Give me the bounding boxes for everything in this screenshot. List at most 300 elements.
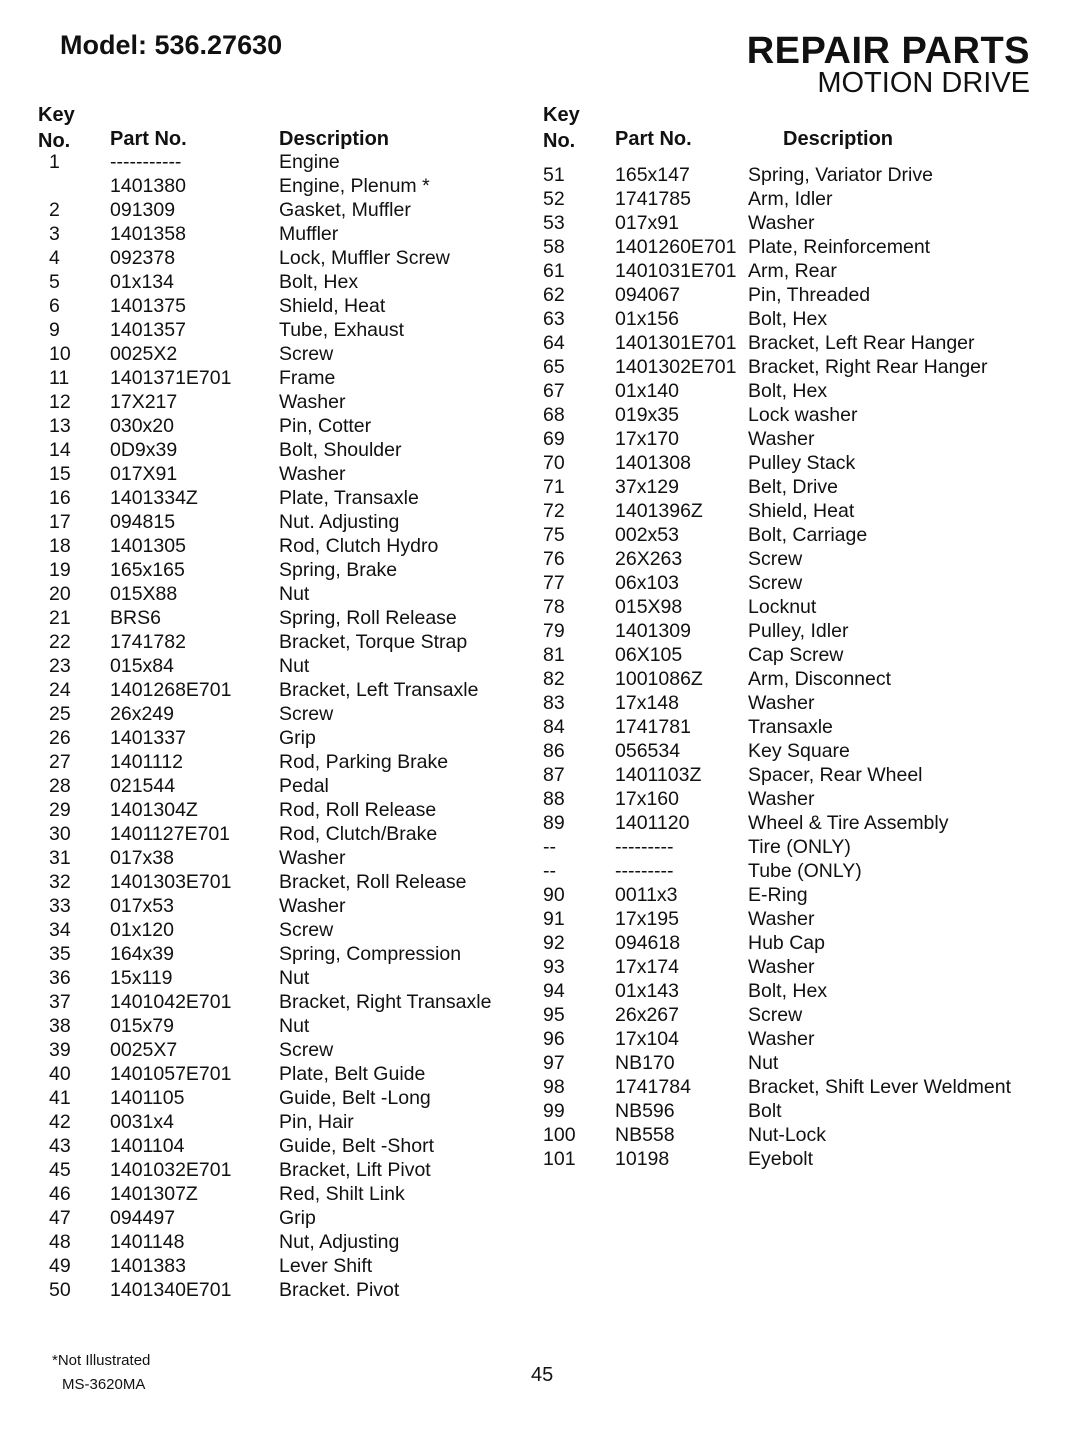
key-number: 47 xyxy=(49,1207,71,1229)
key-number: 99 xyxy=(543,1100,565,1122)
part-number: 1401120 xyxy=(615,812,690,834)
key-number: 97 xyxy=(543,1052,565,1074)
parts-row xyxy=(38,438,491,462)
parts-row xyxy=(543,643,1011,667)
parts-row xyxy=(543,859,1011,883)
key-number: 45 xyxy=(49,1159,71,1181)
key-number: 79 xyxy=(543,620,565,642)
part-description: Bolt, Shoulder xyxy=(279,439,402,461)
part-number: 1401057E701 xyxy=(110,1063,232,1085)
part-description: Bolt, Hex xyxy=(748,380,828,402)
part-number: 17X217 xyxy=(110,391,178,413)
key-number: 94 xyxy=(543,980,565,1002)
key-number: 12 xyxy=(49,391,71,413)
parts-row xyxy=(38,990,491,1014)
key-number: 75 xyxy=(543,524,565,546)
part-number: 056534 xyxy=(615,740,681,762)
part-number: 1401268E701 xyxy=(110,679,232,701)
part-number: 0025X7 xyxy=(110,1039,178,1061)
parts-row xyxy=(38,318,491,342)
key-number: 87 xyxy=(543,764,565,786)
part-number: --------- xyxy=(615,836,674,858)
part-number: 1741784 xyxy=(615,1076,691,1098)
key-number: 83 xyxy=(543,692,565,714)
parts-row xyxy=(543,979,1011,1003)
key-number: 70 xyxy=(543,452,565,474)
part-number: 1401032E701 xyxy=(110,1159,232,1181)
key-number: 13 xyxy=(49,415,71,437)
part-description: Pedal xyxy=(279,775,329,797)
part-description: Screw xyxy=(279,343,334,365)
part-number: 17x170 xyxy=(615,428,679,450)
part-number: 094618 xyxy=(615,932,681,954)
parts-row xyxy=(38,774,491,798)
parts-row xyxy=(543,523,1011,547)
part-description: Lever Shift xyxy=(279,1255,373,1277)
parts-row xyxy=(38,822,491,846)
part-description: Washer xyxy=(748,908,815,930)
part-description: Cap Screw xyxy=(748,644,844,666)
part-number: 1401396Z xyxy=(615,500,703,522)
key-number: 11 xyxy=(49,367,70,389)
part-number: 06X105 xyxy=(615,644,683,666)
left-key-header-line1: Key xyxy=(38,104,75,126)
part-description: Arm, Idler xyxy=(748,188,833,210)
part-number: 092378 xyxy=(110,247,176,269)
key-number: 84 xyxy=(543,716,565,738)
key-number: 24 xyxy=(49,679,71,701)
parts-row xyxy=(543,907,1011,931)
parts-row xyxy=(543,355,1011,379)
parts-row xyxy=(543,499,1011,523)
parts-row xyxy=(543,739,1011,763)
part-number: 1401375 xyxy=(110,295,186,317)
part-number: 15x119 xyxy=(110,967,173,989)
part-number: 091309 xyxy=(110,199,176,221)
parts-row xyxy=(543,259,1011,283)
part-description: Bolt xyxy=(748,1100,782,1122)
parts-row xyxy=(543,163,1011,187)
part-description: Washer xyxy=(748,956,815,978)
parts-row xyxy=(38,798,491,822)
part-number: 37x129 xyxy=(615,476,679,498)
document-code: MS-3620MA xyxy=(62,1376,146,1393)
part-description: Tire (ONLY) xyxy=(748,836,851,858)
key-number: 50 xyxy=(49,1279,71,1301)
part-number: 1401337 xyxy=(110,727,186,749)
part-description: Rod, Parking Brake xyxy=(279,751,449,773)
key-number: 26 xyxy=(49,727,71,749)
part-description: Bolt, Hex xyxy=(748,308,828,330)
part-description: Bracket, Roll Release xyxy=(279,871,467,893)
parts-row xyxy=(38,270,491,294)
part-description: Washer xyxy=(748,788,815,810)
parts-row xyxy=(543,1003,1011,1027)
part-number: 1401302E701 xyxy=(615,356,737,378)
part-description: Spring, Variator Drive xyxy=(748,164,933,186)
parts-row xyxy=(38,414,491,438)
parts-row xyxy=(38,678,491,702)
section-subtitle: MOTION DRIVE xyxy=(817,67,1030,99)
key-number: 19 xyxy=(49,559,71,581)
key-number: 89 xyxy=(543,812,565,834)
key-number: 46 xyxy=(49,1183,71,1205)
parts-row xyxy=(38,1206,491,1230)
part-number: 1741781 xyxy=(615,716,691,738)
key-number: 35 xyxy=(49,943,71,965)
parts-row xyxy=(38,486,491,510)
part-description: Engine, Plenum * xyxy=(279,175,430,197)
part-number: 17x160 xyxy=(615,788,679,810)
part-number: 1401105 xyxy=(110,1087,185,1109)
key-number: 100 xyxy=(543,1124,576,1146)
parts-row xyxy=(38,294,491,318)
part-number: 165x165 xyxy=(110,559,185,581)
key-number: 18 xyxy=(49,535,71,557)
key-number: 36 xyxy=(49,967,71,989)
parts-row xyxy=(543,955,1011,979)
part-description: Screw xyxy=(748,548,803,570)
key-number: 31 xyxy=(49,847,71,869)
parts-row xyxy=(543,811,1011,835)
part-description: Shield, Heat xyxy=(748,500,855,522)
part-number: 17x195 xyxy=(615,908,679,930)
parts-row xyxy=(38,1230,491,1254)
parts-row xyxy=(38,894,491,918)
key-number: 1 xyxy=(49,151,60,173)
parts-row xyxy=(38,1182,491,1206)
part-number: 015x79 xyxy=(110,1015,174,1037)
part-number: 0011x3 xyxy=(615,884,678,906)
part-number: 26x267 xyxy=(615,1004,679,1026)
key-number: 65 xyxy=(543,356,565,378)
parts-row xyxy=(38,1254,491,1278)
parts-row xyxy=(38,462,491,486)
key-number: 5 xyxy=(49,271,60,293)
key-number: 86 xyxy=(543,740,565,762)
part-description: Washer xyxy=(279,391,346,413)
part-description: Spring, Compression xyxy=(279,943,462,965)
part-number: NB558 xyxy=(615,1124,675,1146)
key-number: 51 xyxy=(543,164,565,186)
parts-row xyxy=(38,726,491,750)
key-number: 90 xyxy=(543,884,565,906)
part-number: NB596 xyxy=(615,1100,675,1122)
part-description: Rod, Clutch Hydro xyxy=(279,535,439,557)
part-number: 17x148 xyxy=(615,692,679,714)
part-number: 0025X2 xyxy=(110,343,178,365)
key-number: 29 xyxy=(49,799,71,821)
part-number: 1401031E701 xyxy=(615,260,737,282)
part-number: 01x120 xyxy=(110,919,174,941)
part-description: Plate, Belt Guide xyxy=(279,1063,426,1085)
part-description: Screw xyxy=(279,703,334,725)
part-number: NB170 xyxy=(615,1052,675,1074)
part-number: 1401303E701 xyxy=(110,871,232,893)
key-number: 4 xyxy=(49,247,60,269)
key-number: 81 xyxy=(543,644,565,666)
key-number: 67 xyxy=(543,380,565,402)
parts-row xyxy=(38,558,491,582)
part-number: 015X88 xyxy=(110,583,178,605)
parts-row xyxy=(38,606,491,630)
part-description: Screw xyxy=(748,1004,803,1026)
key-number: 37 xyxy=(49,991,71,1013)
parts-row xyxy=(543,787,1011,811)
parts-row xyxy=(38,702,491,726)
part-description: Screw xyxy=(748,572,803,594)
part-number: 015x84 xyxy=(110,655,174,677)
key-number: 9 xyxy=(49,319,60,341)
part-description: Washer xyxy=(279,463,346,485)
part-description: Bracket, Right Rear Hanger xyxy=(748,356,988,378)
part-description: Rod, Roll Release xyxy=(279,799,437,821)
key-number: 25 xyxy=(49,703,71,725)
part-description: Grip xyxy=(279,727,316,749)
parts-row xyxy=(543,403,1011,427)
key-number: 3 xyxy=(49,223,60,245)
parts-row xyxy=(543,667,1011,691)
repair-parts-title: REPAIR PARTS xyxy=(746,30,1030,72)
part-description: Spring, Brake xyxy=(279,559,398,581)
part-number: 1401383 xyxy=(110,1255,186,1277)
key-number: 42 xyxy=(49,1111,71,1133)
part-description: Lock washer xyxy=(748,404,858,426)
parts-row xyxy=(543,1051,1011,1075)
part-number: 1401334Z xyxy=(110,487,198,509)
parts-row xyxy=(38,1038,491,1062)
parts-row xyxy=(38,150,491,174)
parts-row xyxy=(543,1147,1011,1171)
part-number: 1401301E701 xyxy=(615,332,737,354)
part-number: 1401371E701 xyxy=(110,367,232,389)
key-number: 92 xyxy=(543,932,565,954)
part-description: Nut-Lock xyxy=(748,1124,827,1146)
key-number: 58 xyxy=(543,236,565,258)
parts-row xyxy=(38,966,491,990)
parts-row xyxy=(543,475,1011,499)
part-number: 017X91 xyxy=(110,463,178,485)
parts-row xyxy=(543,283,1011,307)
parts-row xyxy=(38,366,491,390)
part-description: Shield, Heat xyxy=(279,295,386,317)
part-number: 021544 xyxy=(110,775,176,797)
key-number: 101 xyxy=(543,1148,576,1170)
key-number: 43 xyxy=(49,1135,71,1157)
parts-row xyxy=(543,331,1011,355)
part-description: Screw xyxy=(279,1039,334,1061)
parts-row xyxy=(543,619,1011,643)
page-number: 45 xyxy=(531,1364,554,1386)
parts-row xyxy=(38,942,491,966)
parts-row xyxy=(38,750,491,774)
parts-row xyxy=(38,1278,491,1302)
parts-row xyxy=(543,307,1011,331)
key-number: 39 xyxy=(49,1039,71,1061)
parts-row xyxy=(543,547,1011,571)
part-description: Washer xyxy=(748,212,815,234)
part-number: 1401104 xyxy=(110,1135,185,1157)
right-key-header-line1: Key xyxy=(543,104,580,126)
parts-row xyxy=(38,510,491,534)
key-number: 16 xyxy=(49,487,71,509)
part-number: 164x39 xyxy=(110,943,174,965)
left-description-header: Description xyxy=(279,128,390,150)
part-number: ----------- xyxy=(110,151,182,173)
part-number: 030x20 xyxy=(110,415,174,437)
part-description: Washer xyxy=(279,847,346,869)
part-number: 017x53 xyxy=(110,895,174,917)
key-number: 95 xyxy=(543,1004,565,1026)
parts-row xyxy=(38,246,491,270)
part-description: Plate, Reinforcement xyxy=(748,236,931,258)
part-description: Spacer, Rear Wheel xyxy=(748,764,923,786)
parts-row xyxy=(38,342,491,366)
part-description: Arm, Rear xyxy=(748,260,837,282)
part-description: Engine xyxy=(279,151,340,173)
part-description: Nut xyxy=(279,583,310,605)
part-description: Nut xyxy=(279,1015,310,1037)
part-number: 1401357 xyxy=(110,319,186,341)
parts-row xyxy=(38,1014,491,1038)
key-number: 82 xyxy=(543,668,565,690)
key-number: 96 xyxy=(543,1028,565,1050)
part-description: Guide, Belt -Long xyxy=(279,1087,431,1109)
parts-row xyxy=(543,379,1011,403)
parts-row xyxy=(543,451,1011,475)
key-number: 52 xyxy=(543,188,565,210)
model-title: Model: 536.27630 xyxy=(60,30,283,60)
key-number: 41 xyxy=(49,1087,71,1109)
parts-row xyxy=(38,1062,491,1086)
key-number: 30 xyxy=(49,823,71,845)
parts-row xyxy=(38,174,491,198)
part-description: Bracket, Lift Pivot xyxy=(279,1159,431,1181)
part-number: 1401308 xyxy=(615,452,691,474)
parts-row xyxy=(543,211,1011,235)
part-number: 1741785 xyxy=(615,188,691,210)
part-number: 26X263 xyxy=(615,548,683,570)
part-description: Bolt, Hex xyxy=(279,271,359,293)
part-description: Eyebolt xyxy=(748,1148,814,1170)
parts-row xyxy=(543,1099,1011,1123)
parts-row xyxy=(543,715,1011,739)
part-description: Pin, Threaded xyxy=(748,284,871,306)
part-number: 002x53 xyxy=(615,524,679,546)
key-number: 14 xyxy=(49,439,71,461)
part-number: 1401309 xyxy=(615,620,691,642)
key-number: 17 xyxy=(49,511,71,533)
key-number: 68 xyxy=(543,404,565,426)
part-description: Transaxle xyxy=(748,716,833,738)
parts-row xyxy=(543,427,1011,451)
part-description: Pulley Stack xyxy=(748,452,856,474)
part-description: Belt, Drive xyxy=(748,476,838,498)
part-description: Bolt, Hex xyxy=(748,980,828,1002)
key-number: 10 xyxy=(49,343,71,365)
footnote: *Not Illustrated xyxy=(52,1352,151,1369)
part-description: Nut xyxy=(748,1052,779,1074)
part-number: 01x156 xyxy=(615,308,679,330)
part-description: Muffler xyxy=(279,223,339,245)
part-description: Washer xyxy=(748,428,815,450)
part-description: Hub Cap xyxy=(748,932,825,954)
part-number: 1401112 xyxy=(110,751,184,773)
part-description: Key Square xyxy=(748,740,850,762)
parts-row xyxy=(38,654,491,678)
part-description: Bracket, Shift Lever Weldment xyxy=(748,1076,1012,1098)
part-description: Nut xyxy=(279,967,310,989)
part-number: 165x147 xyxy=(615,164,690,186)
key-number: 27 xyxy=(49,751,71,773)
part-number: 01x143 xyxy=(615,980,679,1002)
part-description: Washer xyxy=(279,895,346,917)
part-number: 017x38 xyxy=(110,847,174,869)
key-number: 93 xyxy=(543,956,565,978)
parts-row xyxy=(543,571,1011,595)
part-description: Spring, Roll Release xyxy=(279,607,457,629)
parts-row xyxy=(543,835,1011,859)
key-number: 69 xyxy=(543,428,565,450)
part-description: Bracket, Torque Strap xyxy=(279,631,468,653)
part-description: Pulley, Idler xyxy=(748,620,849,642)
part-description: Bracket, Right Transaxle xyxy=(279,991,492,1013)
part-description: Rod, Clutch/Brake xyxy=(279,823,438,845)
part-description: Bracket, Left Transaxle xyxy=(279,679,479,701)
part-number: 015X98 xyxy=(615,596,683,618)
part-number: 0D9x39 xyxy=(110,439,178,461)
key-number: 23 xyxy=(49,655,71,677)
part-description: Gasket, Muffler xyxy=(279,199,411,221)
part-description: Washer xyxy=(748,692,815,714)
key-number: 88 xyxy=(543,788,565,810)
key-number: 53 xyxy=(543,212,565,234)
parts-row xyxy=(543,691,1011,715)
part-description: Tube (ONLY) xyxy=(748,860,862,882)
part-number: 1401340E701 xyxy=(110,1279,232,1301)
key-number: 63 xyxy=(543,308,565,330)
key-number: 62 xyxy=(543,284,565,306)
key-number xyxy=(38,174,110,198)
parts-row xyxy=(543,595,1011,619)
key-number: 49 xyxy=(49,1255,71,1277)
right-key-header-line2: No. xyxy=(543,130,576,152)
part-description: Plate, Transaxle xyxy=(279,487,419,509)
right-part-no-header: Part No. xyxy=(615,128,692,150)
key-number: 40 xyxy=(49,1063,71,1085)
parts-row xyxy=(543,187,1011,211)
key-number: 38 xyxy=(49,1015,71,1037)
part-description: Bracket, Left Rear Hanger xyxy=(748,332,975,354)
part-number: --------- xyxy=(615,860,674,882)
key-number: 32 xyxy=(49,871,71,893)
key-number: 22 xyxy=(49,631,71,653)
part-number: 094067 xyxy=(615,284,681,306)
part-number: 17x104 xyxy=(615,1028,679,1050)
part-number: 1401127E701 xyxy=(110,823,231,845)
part-number: 019x35 xyxy=(615,404,679,426)
part-description: Pin, Hair xyxy=(279,1111,354,1133)
part-description: Nut. Adjusting xyxy=(279,511,400,533)
key-number: 64 xyxy=(543,332,565,354)
part-description: Guide, Belt -Short xyxy=(279,1135,434,1157)
key-number: 48 xyxy=(49,1231,71,1253)
part-number: BRS6 xyxy=(110,607,161,629)
key-number: 61 xyxy=(543,260,565,282)
parts-row xyxy=(38,582,491,606)
part-number: 06x103 xyxy=(615,572,679,594)
parts-row xyxy=(543,235,1011,259)
